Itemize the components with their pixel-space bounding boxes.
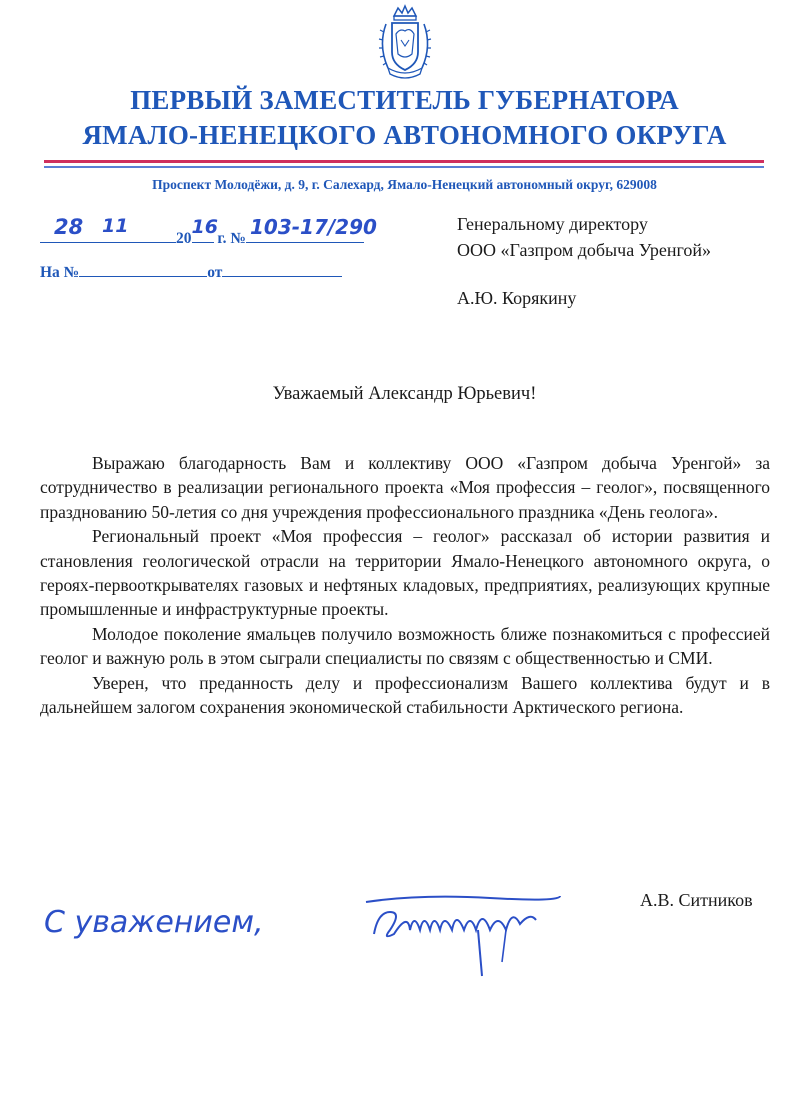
reference-line [40, 262, 342, 282]
year-prefix: 20 [176, 230, 192, 247]
reference-label: На № [40, 264, 80, 281]
number-label: № [230, 230, 246, 247]
letter-body [40, 451, 770, 719]
signer-name: А.В. Ситников [640, 890, 753, 910]
year-suffix-handwritten: 16 [191, 216, 218, 238]
greeting: Уважаемый Александр Юрьевич! [272, 384, 537, 404]
handwritten-closing-text: С уважением, [44, 905, 264, 940]
year-blank [191, 216, 218, 243]
year-label: г. [217, 230, 227, 247]
body-paragraph: Молодое поколение ямальцев получило возможность ближе познакомиться с профессией геолог и важную роль в этом сыграли специалисты по связям с общественностью и СМИ. [40, 623, 770, 669]
letterhead-divider-blue [44, 166, 764, 168]
handwritten-closing [40, 880, 290, 950]
reference-from-label: от [207, 264, 223, 281]
reference-date-blank [222, 262, 342, 277]
body-paragraph: Региональный проект «Моя профессия – геолог» рассказал об истории развития и становления геологической отрасли на территории Ямало-Ненецкого автономного округа, о героях-первооткрывателях газовых и нефтяных кладовых, предприятиях, реализующих крупные промышленные и инфраструктурные проекты. [40, 526, 770, 620]
body-paragraph: Выражаю благодарность Вам и коллективу ООО «Газпром добыча Уренгой» за сотрудничество в реализации регионального проекта «Моя профессия – геолог», посвященного празднованию 50-летия со дня учреждения профессионального праздника «День геолога». [40, 453, 770, 522]
letterhead-title-line1: ПЕРВЫЙ ЗАМЕСТИТЕЛЬ ГУБЕРНАТОРА [130, 85, 679, 115]
date-blank [40, 215, 176, 243]
addressee-name: А.Ю. Корякину [457, 288, 577, 308]
coat-of-arms-icon [376, 4, 434, 82]
letterhead-title-line2: ЯМАЛО-НЕНЕЦКОГО АВТОНОМНОГО ОКРУГА [82, 120, 727, 150]
letterhead-address: Проспект Молодёжи, д. 9, г. Салехард, Ямало-Ненецкий автономный округ, 629008 [152, 177, 657, 192]
letterhead-divider-red [44, 160, 764, 163]
addressee-position: Генеральному директору [457, 214, 648, 234]
date-day-handwritten: 28 [54, 215, 84, 239]
body-paragraph: Уверен, что преданность делу и профессионализм Вашего коллектива будут и в дальнейшем залогом сохранения экономической стабильности Арктического региона. [40, 672, 770, 718]
date-month-handwritten: 11 [102, 215, 129, 237]
signature-autograph [360, 872, 570, 982]
reference-number-blank [79, 262, 207, 277]
registration-date-line [40, 215, 377, 248]
number-handwritten: 103-17/290 [250, 215, 377, 239]
addressee-company: ООО «Газпром добыча Уренгой» [457, 240, 712, 260]
number-blank [246, 215, 377, 243]
